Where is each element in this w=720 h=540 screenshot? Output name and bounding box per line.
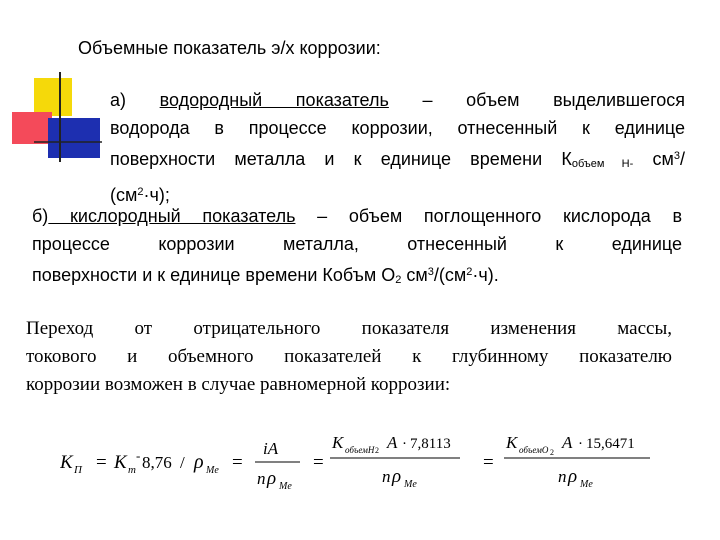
corrosion-formula: [60, 420, 690, 510]
svg-text:2: 2: [550, 448, 554, 457]
svg-text:·: ·: [402, 436, 407, 452]
svg-text:Me: Me: [404, 479, 417, 490]
svg-text:ρ: ρ: [568, 466, 578, 487]
svg-text:K: K: [332, 433, 344, 452]
svg-text:Me: Me: [206, 465, 219, 476]
decorative-squares: [12, 72, 102, 167]
svg-text:=: =: [483, 452, 494, 473]
svg-text:ρ: ρ: [194, 451, 204, 473]
paragraph-transition: Переход от отрицательного показателя изменения массы, токового и объемного показателей к глубинному показателю коррозии возможен в случае равномерной коррозии:: [26, 318, 672, 395]
svg-text:ρ: ρ: [267, 468, 277, 489]
svg-text:П: П: [74, 464, 82, 476]
svg-text:=: =: [232, 452, 243, 473]
svg-text:=: =: [313, 452, 324, 473]
svg-text:2: 2: [375, 446, 379, 455]
yellow-square: [34, 78, 72, 116]
svg-text:n: n: [257, 469, 266, 488]
svg-text:15,6471: 15,6471: [586, 436, 635, 452]
svg-text:объемО: объемО: [519, 445, 549, 455]
svg-text:K: K: [506, 433, 518, 452]
blue-square: [48, 118, 100, 158]
svg-text:Me: Me: [279, 481, 292, 492]
term-hydrogen: водородный показатель: [159, 90, 389, 110]
svg-text:n: n: [558, 467, 567, 486]
svg-text:8,76: 8,76: [142, 453, 172, 472]
svg-text:·: ·: [578, 436, 583, 452]
svg-text:A: A: [387, 433, 398, 452]
svg-text:n: n: [382, 467, 391, 486]
svg-text:Me: Me: [580, 479, 593, 490]
svg-text:A: A: [562, 433, 573, 452]
paragraph-hydrogen: а) водородный показатель – объем выделившегося водорода в процессе коррозии, отнесенный к единице поверхности металла и к единице времени Кобъем Н- $см^3/$ $(см^2\cdot ч)$;: [110, 90, 685, 205]
svg-text:iA: iA: [263, 439, 279, 458]
paragraph-oxygen: б) кислородный показатель – объем поглощенного кислорода в процессе коррозии металла, отнесенный к единице поверхности и к единице времени Кобъм О2 $см^3/(см^2\cdot ч)$.: [32, 206, 683, 286]
page-title: Объемные показатель э/х коррозии:: [78, 38, 381, 58]
svg-text:K: K: [114, 452, 127, 473]
svg-text:7,8113: 7,8113: [410, 436, 451, 452]
svg-text:m: m: [128, 464, 136, 476]
svg-text:объемН: объемН: [345, 445, 375, 455]
svg-text:K: K: [60, 452, 73, 473]
term-oxygen: кислородный показатель: [48, 206, 296, 226]
svg-text:=: =: [96, 452, 107, 473]
svg-text:-: -: [136, 448, 141, 463]
red-square: [12, 112, 52, 144]
svg-text:ρ: ρ: [392, 466, 402, 487]
svg-text:/: /: [180, 453, 185, 472]
